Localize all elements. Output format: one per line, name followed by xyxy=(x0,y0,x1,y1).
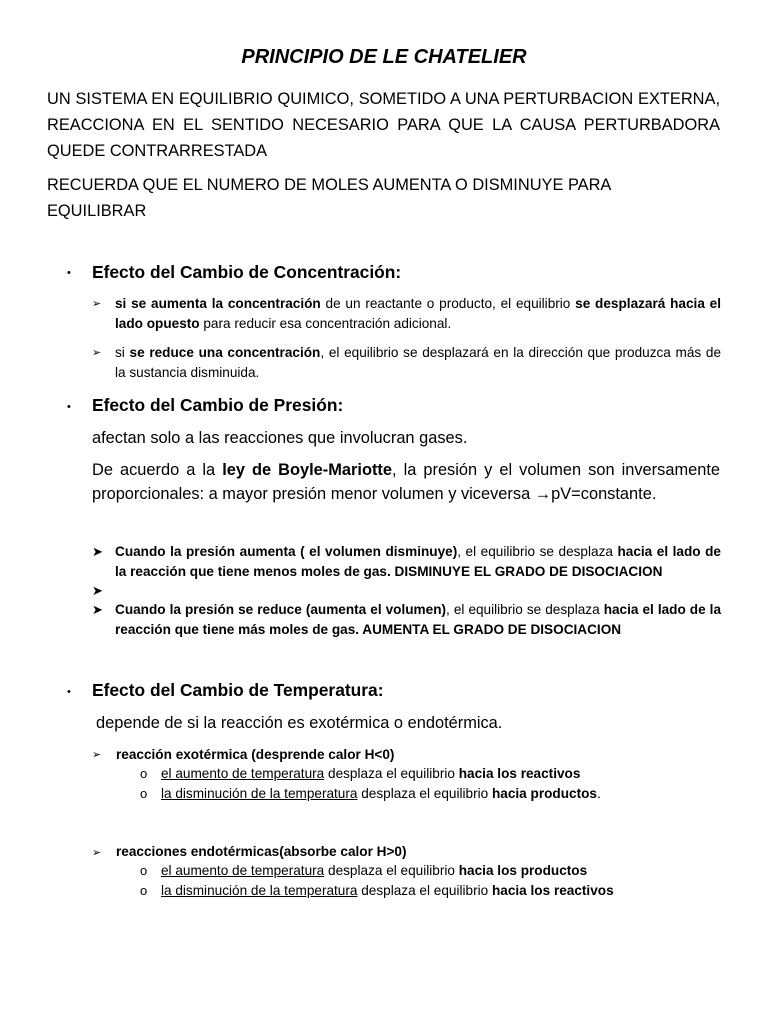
concentration-item-1: si se aumenta la concentración de un reactante o producto, el equilibrio se desplazará hacia el lado opuesto para reducir esa concentración adicional. xyxy=(115,296,721,331)
arrow-bullet-icon: ➢ xyxy=(92,749,102,761)
arrow-bullet-icon: ➤ xyxy=(92,602,103,617)
pressure-item-increase: Cuando la presión aumenta ( el volumen disminuye), el equilibrio se desplaza hacia el lado de la reacción que tiene menos moles de gas. DISMINUYE EL GRADO DE DISOCIACION xyxy=(115,544,721,579)
exothermic-label: reacción exotérmica (desprende calor H<0) xyxy=(116,747,395,762)
endo-subitem-2: la disminución de la temperatura desplaza el equilibrio hacia los reactivos xyxy=(161,883,614,898)
exo-subitem-1: el aumento de temperatura desplaza el equilibrio hacia los reactivos xyxy=(161,766,581,781)
exo-subitem-2: la disminución de la temperatura desplaza el equilibrio hacia productos. xyxy=(161,786,601,801)
endo-subitem-1: el aumento de temperatura desplaza el equilibrio hacia los productos xyxy=(161,863,588,878)
intro-paragraph: UN SISTEMA EN EQUILIBRIO QUIMICO, SOMETIDO A UNA PERTURBACION EXTERNA, REACCIONA EN EL SENTIDO NECESARIO PARA QUE LA CAUSA PERTURBADORA QUEDE CONTRARRESTADA xyxy=(47,90,720,160)
circle-bullet-icon: o xyxy=(140,766,148,781)
arrow-bullet-icon: ➢ xyxy=(92,347,102,359)
bullet-icon: • xyxy=(67,267,71,279)
concentration-item-2: si se reduce una concentración, el equilibrio se desplazará en la dirección que produzca más de la sustancia disminuida. xyxy=(115,345,722,380)
pressure-boyle-paragraph: De acuerdo a la ley de Boyle-Mariotte, la presión y el volumen son inversamente proporcionales: a mayor presión menor volumen y viceversa →pV=constante. xyxy=(92,461,721,503)
circle-bullet-icon: o xyxy=(140,786,148,801)
heading-pressure: Efecto del Cambio de Presión: xyxy=(92,395,344,415)
pressure-scope-text: afectan solo a las reacciones que involucran gases. xyxy=(92,429,468,447)
arrow-bullet-icon: ➢ xyxy=(92,298,102,310)
page-title: PRINCIPIO DE LE CHATELIER xyxy=(241,46,527,68)
bullet-icon: • xyxy=(67,401,71,413)
arrow-bullet-icon: ➤ xyxy=(92,544,103,559)
endothermic-label: reacciones endotérmicas(absorbe calor H>0) xyxy=(116,844,407,859)
intro-reminder: RECUERDA QUE EL NUMERO DE MOLES AUMENTA O DISMINUYE PARA EQUILIBRAR xyxy=(47,176,611,220)
circle-bullet-icon: o xyxy=(140,863,148,878)
circle-bullet-icon: o xyxy=(140,883,148,898)
arrow-bullet-icon: ➢ xyxy=(92,847,102,859)
arrow-bullet-icon: ➤ xyxy=(92,583,103,598)
pressure-item-decrease: Cuando la presión se reduce (aumenta el volumen), el equilibrio se desplaza hacia el lado de la reacción que tiene más moles de gas. AUMENTA EL GRADO DE DISOCIACION xyxy=(115,602,722,637)
bullet-icon: • xyxy=(67,686,71,698)
temperature-scope-text: depende de si la reacción es exotérmica o endotérmica. xyxy=(96,714,503,732)
heading-concentration: Efecto del Cambio de Concentración: xyxy=(92,262,402,282)
heading-temperature: Efecto del Cambio de Temperatura: xyxy=(92,680,384,700)
